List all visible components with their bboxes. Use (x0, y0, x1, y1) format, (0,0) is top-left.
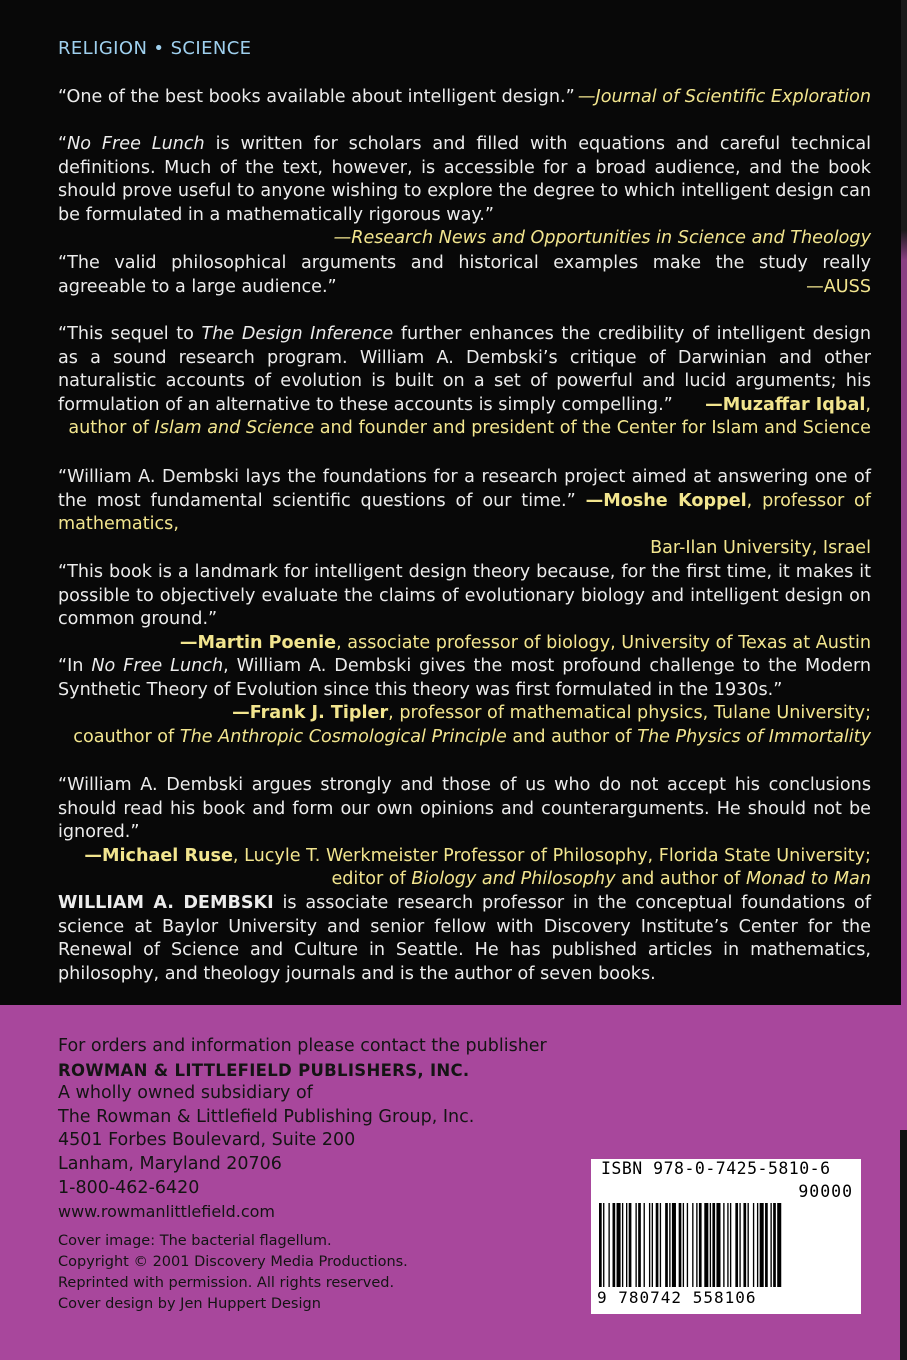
barcode-bar (773, 1203, 776, 1287)
barcode-bar (704, 1203, 708, 1287)
barcode-bar (765, 1203, 768, 1287)
barcode-bar (683, 1203, 684, 1287)
barcode-bar (735, 1203, 738, 1287)
book-title: The Anthropic Cosmological Principle (179, 726, 507, 747)
author-name: WILLIAM A. DEMBSKI (58, 893, 274, 913)
publisher-city: Lanham, Maryland 20706 (58, 1153, 282, 1174)
quote-text: “William A. Dembski argues strongly and those of us who do not accept his conclusions should read his book and form our own opinions and counterarguments. He should not be ignored.” (58, 775, 871, 843)
barcode-bar (622, 1203, 623, 1287)
barcode-bar (635, 1203, 636, 1287)
reviewer-affiliation: , professor of mathematics, (58, 490, 871, 535)
reviewer-name: —Frank J. Tipler (232, 703, 389, 724)
quote-text: is written for scholars and filled with equations and careful technical definitions. Much of the text, however, is accessible for a broad audience, and the book should prove useful to anyone wishing to explore the degree to which intelligent design can be formulated in a mathematically rigorous way.” (58, 134, 871, 225)
quote-text: “This book is a landmark for intelligent design theory because, for the first time, it makes it possible to objectively evaluate the claims of evolutionary biology and intelligent design on common ground.” (58, 562, 871, 630)
book-title: No Free Lunch (67, 134, 205, 154)
reviewer-affiliation: , professor of mathematical physics, Tulane University; (388, 703, 871, 724)
barcode-bar (652, 1203, 653, 1287)
barcode-bar (679, 1203, 682, 1287)
quote-text: “One of the best books available about intelligent design.” (58, 87, 575, 107)
cover-credits (58, 1231, 408, 1315)
barcode-bar (712, 1203, 715, 1287)
publisher-line: The Rowman & Littlefield Publishing Group, Inc. (58, 1106, 475, 1127)
barcode-bar (699, 1203, 702, 1287)
barcode-bar (696, 1203, 697, 1287)
review-quote-6 (58, 561, 871, 655)
reviewer-affiliation: , associate professor of biology, University of Texas at Austin (336, 632, 871, 653)
barcode-bars (599, 1203, 853, 1295)
review-quote-5 (58, 466, 871, 560)
reviewer-name: —Muzaffar Iqbal (705, 394, 866, 415)
review-quote-4: “This sequel to The Design Inference further enhances the credibility of intelligent design as a sound research program. William A. Dembski’s critique of Darwinian and other naturalistic accounts of evolution is built on a set of powerful and lucid arguments; his formulation of an alternative to these accounts is simply compelling.” —Muzaffar Iqbal, author of Islam and Science and founder and president of the Center for Islam and Science (58, 324, 872, 439)
barcode-bar (777, 1203, 781, 1287)
barcode-bar (757, 1203, 758, 1287)
barcode-bar (613, 1203, 616, 1287)
quote-source: —Journal of Scientific Exploration (577, 87, 871, 107)
barcode-bar (770, 1203, 771, 1287)
review-quote-2: “No Free Lunch is written for scholars and filled with equations and careful technical definitions. Much of the text, however, is accessible for a broad audience, and the book should prove useful to anyone wishing to explore the degree to which intelligent design can be formulated in a mathematically rigorous way.” —Research News and Opportunities in Science and Theology (58, 134, 871, 249)
barcode-bar (629, 1203, 632, 1287)
publisher-info (58, 1035, 547, 1224)
cover-credit-line: Copyright © 2001 Discovery Media Productions. (58, 1254, 408, 1270)
ean-number: 9 780742 558106 (597, 1288, 757, 1307)
book-title: Monad to Man (745, 869, 871, 890)
quote-source: —Research News and Opportunities in Science and Theology (333, 228, 871, 249)
isbn-text: ISBN 978-0-7425-5810-6 (601, 1159, 831, 1178)
barcode-bar (626, 1203, 627, 1287)
book-title: Biology and Philosophy (411, 869, 616, 890)
barcode-bar (692, 1203, 693, 1287)
review-quote-1 (58, 86, 871, 110)
barcode-bar (716, 1203, 720, 1287)
barcode-bar (739, 1203, 740, 1287)
barcode-bar (638, 1203, 641, 1287)
barcode-bar (723, 1203, 724, 1287)
reviewer-affiliation: , Lucyle T. Werkmeister Professor of Philosophy, Florida State University; (232, 845, 871, 866)
barcode-bar (687, 1203, 688, 1287)
reviewer-affiliation: and author of (506, 726, 638, 747)
barcode-bar (656, 1203, 659, 1287)
publisher-address: 4501 Forbes Boulevard, Suite 200 (58, 1130, 356, 1151)
reviewer-affiliation-2: Bar-Ilan University, Israel (650, 537, 871, 558)
publisher-phone: 1-800-462-6420 (58, 1177, 200, 1198)
publisher-intro: For orders and information please contact the publisher (58, 1036, 547, 1056)
cover-credit-line: Cover image: The bacterial flagellum. (58, 1233, 332, 1249)
barcode-bar (710, 1203, 711, 1287)
reviewer-affiliation: and founder and president of the Center for Islam and Science (314, 418, 871, 439)
barcode-bar (649, 1203, 650, 1287)
cover-credit-line: Reprinted with permission. All rights reserved. (58, 1275, 395, 1291)
quote-source: —AUSS (806, 276, 871, 297)
review-quote-3 (58, 252, 871, 299)
book-title: The Physics of Immortality (637, 726, 871, 747)
book-title: No Free Lunch (91, 656, 224, 676)
category-label: RELIGION • SCIENCE (58, 38, 252, 59)
quote-text: , William A. Dembski gives the most profound challenge to the Modern Synthetic Theory of Evolution since this theory was first formulated in the 1930s.” (58, 656, 872, 700)
barcode-bar (730, 1203, 731, 1287)
cover-credit-line: Cover design by Jen Huppert Design (58, 1296, 321, 1312)
barcode-bar (617, 1203, 621, 1287)
reviewer-name: —Martin Poenie (179, 632, 337, 653)
author-bio (58, 892, 871, 986)
quote-text: “In (58, 656, 92, 676)
quote-text: further enhances the credibility of intelligent design as a sound research program. William A. Dembski’s critique of Darwinian and other naturalistic accounts of evolution is built on a set of powerful and lucid arguments; his formulation of an alternative to these accounts is simply compelling.” (58, 324, 872, 415)
quote-text: “This sequel to (58, 324, 202, 344)
barcode-bar (748, 1203, 749, 1287)
barcode-bar (672, 1203, 676, 1287)
quote-text: “William A. Dembski lays the foundations for a research project aimed at answering one of the most fundamental scientific questions of our time.” (58, 467, 871, 511)
barcode-bar (669, 1203, 670, 1287)
review-quote-7 (58, 655, 871, 749)
barcode-bar (760, 1203, 764, 1287)
reviewer-name: —Moshe Koppel (585, 490, 747, 511)
bio-text: is associate research professor in the conceptual foundations of science at Baylor University and senior fellow with Discovery Institute’s Center for the Renewal of Science and Culture in Seattle. He has published articles in mathematics, philosophy, and theology journals and is the author of seven books. (58, 893, 871, 984)
reviewer-affiliation: author of (68, 418, 155, 439)
publisher-website: www.rowmanlittlefield.com (58, 1202, 276, 1222)
reviewer-name: —Michael Ruse (84, 845, 233, 866)
cover-edge-strip (900, 1130, 907, 1360)
reviewer-affiliation: and author of (615, 869, 746, 890)
review-quote-8 (58, 774, 871, 892)
barcode-bar (665, 1203, 668, 1287)
book-title: The Design Inference (201, 324, 394, 344)
barcode-bar (727, 1203, 728, 1287)
price-addon-text: 90000 (798, 1182, 853, 1201)
publisher-name: ROWMAN & LITTLEFIELD PUBLISHERS, INC. (58, 1060, 470, 1080)
barcode-bar (660, 1203, 661, 1287)
isbn-barcode (591, 1159, 861, 1314)
barcode-bar (753, 1203, 754, 1287)
barcode-bar (644, 1203, 645, 1287)
reviewer-affiliation: coauthor of (73, 726, 180, 747)
barcode-bar (599, 1203, 602, 1287)
barcode-bar (743, 1203, 746, 1287)
barcode-bar (608, 1203, 609, 1287)
book-title: Islam and Science (154, 418, 315, 439)
cover-edge (901, 0, 907, 1005)
reviewer-affiliation: editor of (331, 869, 412, 890)
barcode-bar (603, 1203, 604, 1287)
quote-text: “The valid philosophical arguments and historical examples make the study really agreeable to a large audience.” (58, 253, 871, 297)
publisher-line: A wholly owned subsidiary of (58, 1083, 313, 1104)
